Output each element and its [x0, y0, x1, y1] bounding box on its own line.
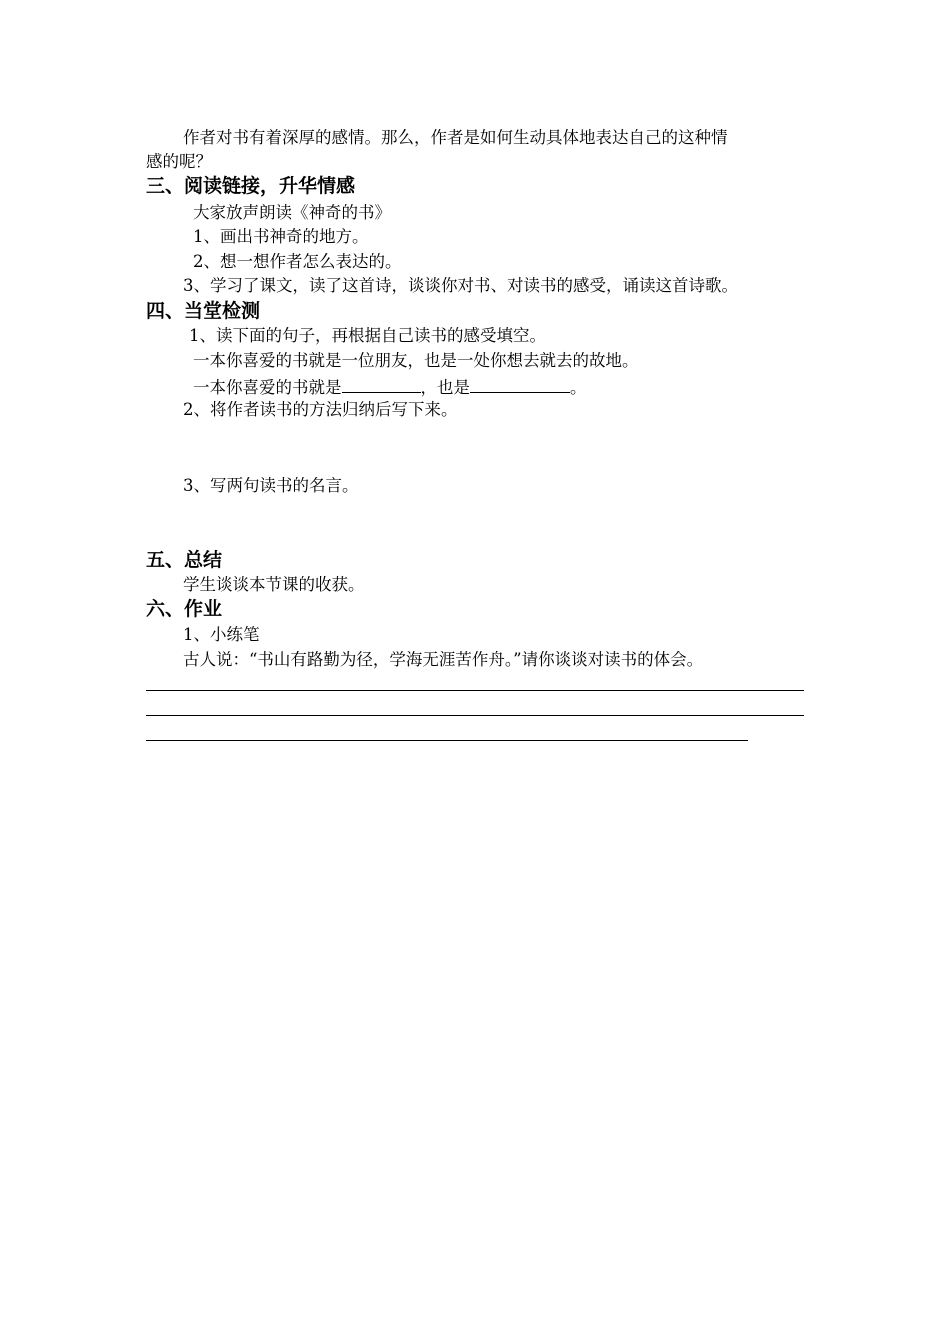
fill-prefix: 一本你喜爱的书就是	[193, 378, 342, 397]
intro-line-1: 作者对书有着深厚的感情。那么，作者是如何生动具体地表达自己的这种情	[183, 128, 728, 147]
section-3-item-1: 1、画出书神奇的地方。	[193, 227, 369, 246]
answer-line-2[interactable]	[146, 715, 804, 716]
section-3-item-2: 2、想一想作者怎么表达的。	[193, 252, 402, 271]
section-6-item-1: 1、小练笔	[183, 625, 260, 644]
section-4-fill-in-sentence	[193, 374, 587, 400]
section-6-heading: 六、作业	[146, 598, 223, 620]
section-5-text: 学生谈谈本节课的收获。	[183, 575, 365, 594]
section-3-item-0: 大家放声朗读《神奇的书》	[193, 203, 391, 222]
section-3-heading: 三、阅读链接，升华情感	[146, 175, 356, 197]
section-4-question-3: 3、写两句读书的名言。	[183, 476, 359, 495]
fill-suffix: 。	[570, 378, 587, 397]
section-6-prompt: 古人说：“书山有路勤为径，学海无涯苦作舟。”请你谈谈对读书的体会。	[183, 650, 704, 669]
section-4-question-1: 1、读下面的句子，再根据自己读书的感受填空。	[189, 326, 546, 345]
fill-middle: ，也是	[420, 378, 470, 397]
section-5-heading: 五、总结	[146, 549, 223, 571]
section-4-heading: 四、当堂检测	[146, 300, 261, 322]
answer-line-3[interactable]	[146, 740, 748, 741]
fill-blank-1[interactable]	[342, 374, 421, 393]
section-4-question-2: 2、将作者读书的方法归纳后写下来。	[183, 400, 458, 419]
answer-line-1[interactable]	[146, 690, 804, 691]
section-4-example-sentence: 一本你喜爱的书就是一位朋友，也是一处你想去就去的故地。	[193, 351, 639, 370]
section-3-item-3: 3、学习了课文，读了这首诗，谈谈你对书、对读书的感受，诵读这首诗歌。	[183, 276, 738, 295]
intro-line-2: 感的呢？	[146, 152, 212, 171]
fill-blank-2[interactable]	[470, 374, 570, 393]
